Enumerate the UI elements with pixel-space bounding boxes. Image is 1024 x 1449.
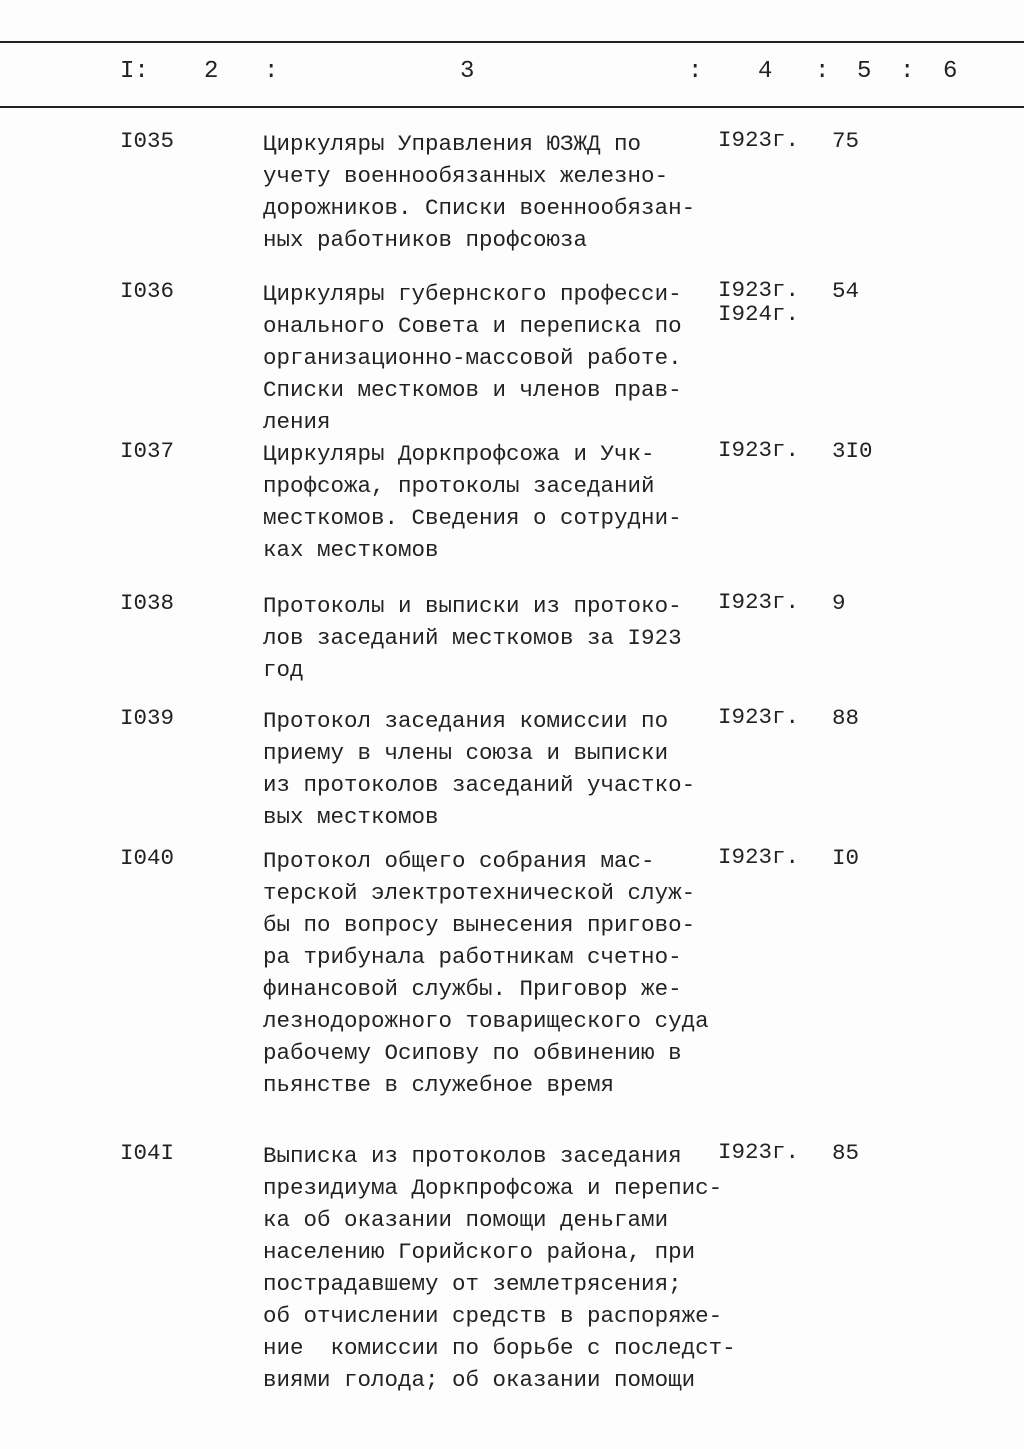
description-line: вых месткомов bbox=[263, 804, 439, 830]
description-line: пострадавшему от землетрясения; bbox=[263, 1271, 682, 1297]
entry-number: I036 bbox=[120, 278, 175, 304]
description-line: учету военнообязанных железно- bbox=[263, 163, 669, 189]
description-line: ных работников профсоюза bbox=[263, 227, 588, 253]
description-line: финансовой службы. Приговор же- bbox=[263, 976, 682, 1002]
description-line: пьянстве в служебное время bbox=[263, 1072, 615, 1098]
entry-dates bbox=[718, 278, 799, 326]
description-line: рабочему Осипову по обвинению в bbox=[263, 1040, 682, 1066]
description-line: ка об оказании помощи деньгами bbox=[263, 1207, 669, 1233]
description-line: об отчислении средств в распоряже- bbox=[263, 1303, 723, 1329]
description-line: Выписка из протоколов заседания bbox=[263, 1143, 682, 1169]
entry-description bbox=[263, 705, 695, 833]
description-line: Протоколы и выписки из протоко- bbox=[263, 593, 682, 619]
description-line: терской электротехнической служ- bbox=[263, 880, 696, 906]
header-top-rule bbox=[0, 41, 1024, 43]
description-line: Циркуляры губернского професси- bbox=[263, 281, 682, 307]
entry-number: I040 bbox=[120, 845, 175, 871]
entry-year: I923г. bbox=[718, 844, 800, 870]
description-line: президиума Доркпрофсожа и перепис- bbox=[263, 1175, 723, 1201]
description-line: Протокол общего собрания мас- bbox=[263, 848, 655, 874]
entry-description bbox=[263, 1140, 736, 1396]
description-line: Списки месткомов и членов прав- bbox=[263, 377, 682, 403]
col-6-label: 6 bbox=[943, 58, 958, 85]
description-line: месткомов. Сведения о сотрудни- bbox=[263, 505, 682, 531]
col-sep: : bbox=[264, 58, 279, 85]
description-line: ках месткомов bbox=[263, 537, 439, 563]
entry-sheet-count: 3I0 bbox=[832, 438, 873, 464]
description-line: лов заседаний месткомов за I923 bbox=[263, 625, 682, 651]
entry-year: I923г. bbox=[718, 127, 800, 153]
entry-description bbox=[263, 128, 695, 256]
entry-number: I037 bbox=[120, 438, 175, 464]
description-line: ления bbox=[263, 409, 331, 435]
entry-description bbox=[263, 845, 709, 1101]
col-sep: : bbox=[815, 58, 830, 85]
description-line: Циркуляры Доркпрофсожа и Учк- bbox=[263, 441, 655, 467]
description-line: онального Совета и переписка по bbox=[263, 313, 682, 339]
description-line: населению Горийского района, при bbox=[263, 1239, 696, 1265]
entry-number: I035 bbox=[120, 128, 175, 154]
header-bottom-rule bbox=[0, 106, 1024, 108]
entry-number: I038 bbox=[120, 590, 175, 616]
description-line: бы по вопросу вынесения пригово- bbox=[263, 912, 696, 938]
entry-year: I923г. bbox=[718, 277, 800, 303]
entry-sheet-count: I0 bbox=[832, 845, 860, 871]
entry-sheet-count: 54 bbox=[832, 278, 860, 304]
entry-number: I04I bbox=[120, 1140, 175, 1166]
entry-description bbox=[263, 590, 682, 686]
entry-year: I923г. bbox=[718, 704, 800, 730]
col-1-label: I: bbox=[120, 58, 149, 85]
entry-year: I923г. bbox=[718, 1139, 800, 1165]
description-line: лезнодорожного товарищеского суда bbox=[263, 1008, 709, 1034]
col-sep: : bbox=[688, 58, 703, 85]
entry-dates bbox=[718, 845, 799, 869]
entry-year: I923г. bbox=[718, 589, 800, 615]
entry-year: I923г. bbox=[718, 437, 800, 463]
description-line: дорожников. Списки военнообязан- bbox=[263, 195, 696, 221]
description-line: Циркуляры Управления ЮЗЖД по bbox=[263, 131, 642, 157]
col-2-label: 2 bbox=[204, 58, 219, 85]
entry-dates bbox=[718, 438, 799, 462]
description-line: профсожа, протоколы заседаний bbox=[263, 473, 655, 499]
entry-sheet-count: 9 bbox=[832, 590, 846, 616]
col-5-label: 5 bbox=[857, 58, 872, 85]
entry-description bbox=[263, 438, 682, 566]
description-line: приему в члены союза и выписки bbox=[263, 740, 669, 766]
entry-dates bbox=[718, 705, 799, 729]
description-line: год bbox=[263, 657, 304, 683]
entry-dates bbox=[718, 590, 799, 614]
description-line: Протокол заседания комиссии по bbox=[263, 708, 669, 734]
entry-dates bbox=[718, 1140, 799, 1164]
entry-dates bbox=[718, 128, 799, 152]
entry-number: I039 bbox=[120, 705, 175, 731]
entry-year: I924г. bbox=[718, 301, 800, 327]
description-line: из протоколов заседаний участко- bbox=[263, 772, 696, 798]
entry-sheet-count: 75 bbox=[832, 128, 860, 154]
entry-description bbox=[263, 278, 682, 438]
col-sep: : bbox=[900, 58, 915, 85]
entry-sheet-count: 88 bbox=[832, 705, 860, 731]
description-line: организационно-массовой работе. bbox=[263, 345, 682, 371]
description-line: ние комиссии по борьбе с последст- bbox=[263, 1335, 736, 1361]
description-line: ра трибунала работникам счетно- bbox=[263, 944, 682, 970]
col-4-label: 4 bbox=[758, 58, 773, 85]
col-3-label: 3 bbox=[460, 58, 475, 85]
description-line: виями голода; об оказании помощи bbox=[263, 1367, 696, 1393]
entry-sheet-count: 85 bbox=[832, 1140, 860, 1166]
